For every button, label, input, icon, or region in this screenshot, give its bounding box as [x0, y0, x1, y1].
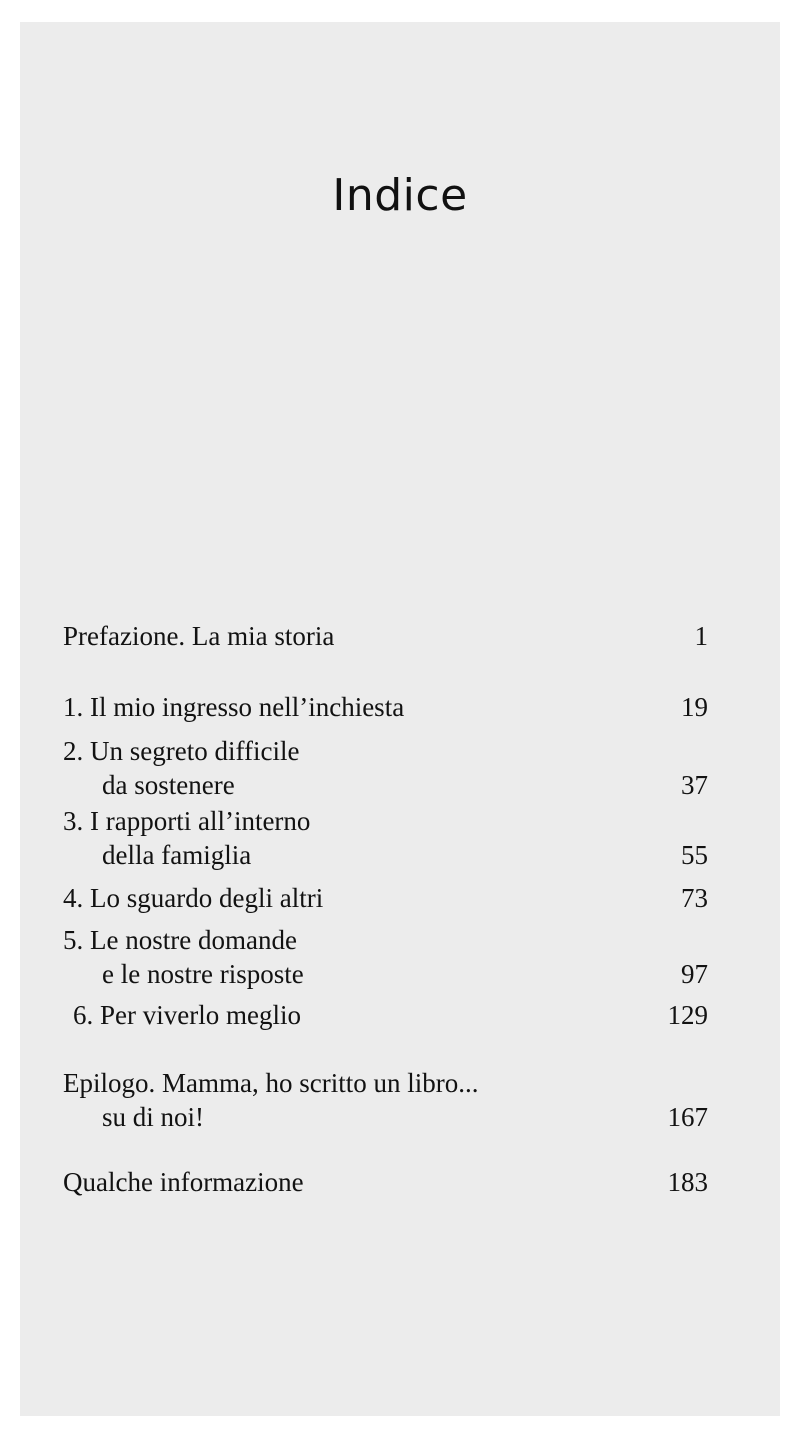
toc-entry-page-number: 97 — [681, 959, 708, 989]
toc-entry-page-number: 167 — [667, 1102, 708, 1132]
toc-entry-title: 5. Le nostre domande — [63, 925, 297, 955]
page-title: Indice — [332, 170, 468, 221]
toc-entry-page-number: 19 — [681, 692, 708, 722]
toc-entry-page-number: 73 — [681, 883, 708, 913]
toc-entry-title: Epilogo. Mamma, ho scritto un libro... — [63, 1068, 479, 1098]
toc-entry-title: 2. Un segreto difficile — [63, 736, 300, 766]
toc-entry-page-number: 1 — [694, 621, 708, 651]
toc-entry-title-continuation: su di noi! — [102, 1102, 205, 1132]
toc-entry-title: 3. I rapporti all’interno — [63, 806, 311, 836]
toc-entry-title-continuation: da sostenere — [102, 770, 235, 800]
toc-entry-page-number: 37 — [681, 770, 708, 800]
toc-entry-title: 6. Per viverlo meglio — [73, 1000, 301, 1030]
toc-entry-title: Prefazione. La mia storia — [63, 621, 335, 651]
toc-entry-page-number: 183 — [667, 1167, 708, 1197]
toc-entry-page-number: 55 — [681, 840, 708, 870]
toc-entry-title-continuation: e le nostre risposte — [102, 959, 304, 989]
toc-entry-title: 1. Il mio ingresso nell’inchiesta — [63, 692, 405, 722]
book-page — [20, 22, 780, 1416]
toc-entry-title: Qualche informazione — [63, 1167, 304, 1197]
toc-entry-title: 4. Lo sguardo degli altri — [63, 883, 324, 913]
toc-entry-page-number: 129 — [667, 1000, 708, 1030]
toc-entry-title-continuation: della famiglia — [102, 840, 252, 870]
